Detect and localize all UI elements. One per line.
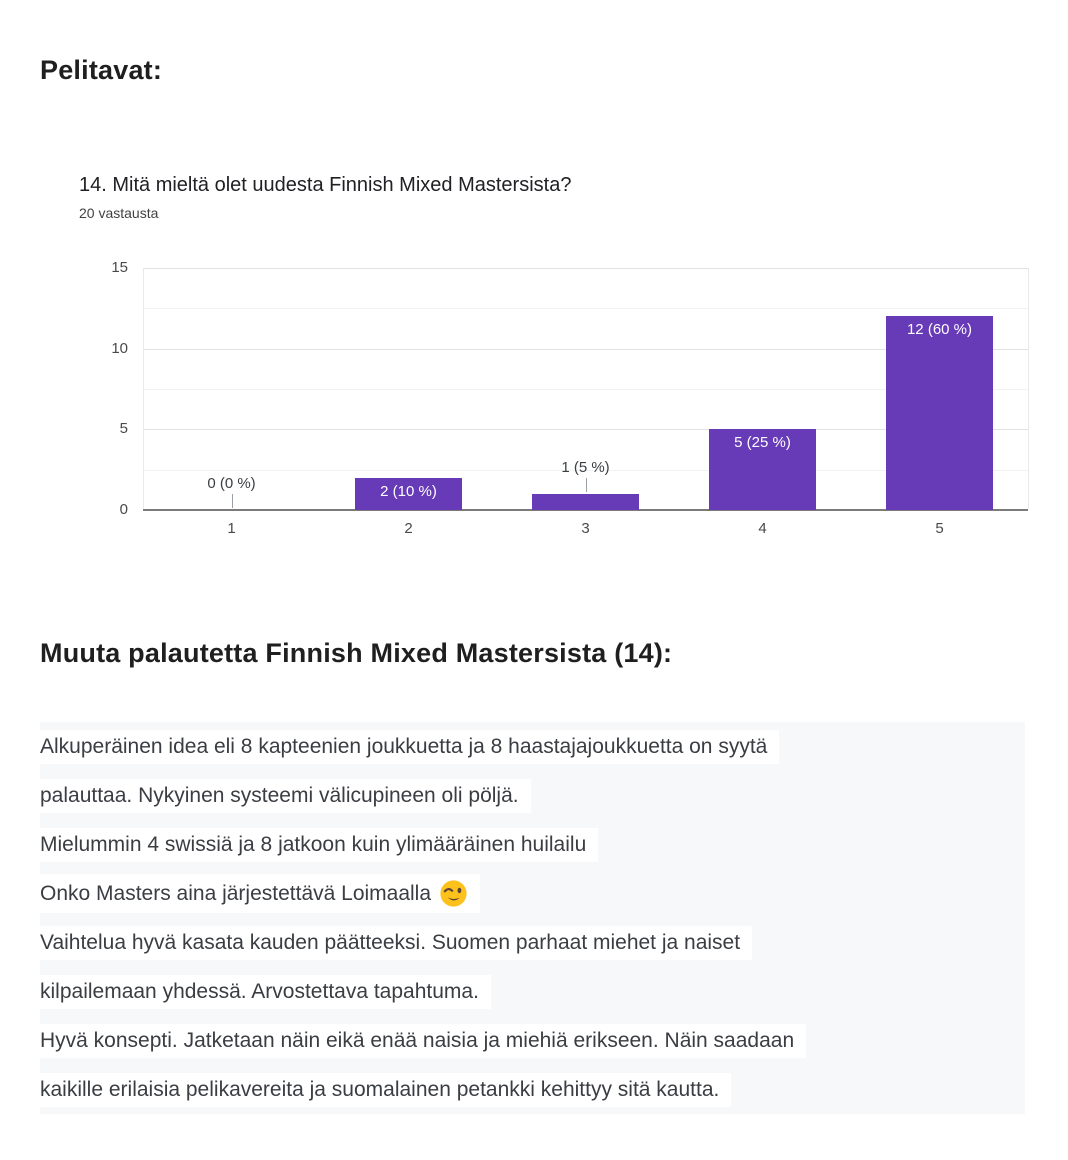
response-text: Alkuperäinen idea eli 8 kapteenien joukkuetta ja 8 haastajajoukkuetta on syytä <box>40 734 768 758</box>
x-axis-tick-label: 4 <box>758 520 767 537</box>
bar-value-label-1: 0 (0 %) <box>207 475 256 492</box>
bar-value-label-5: 12 (60 %) <box>906 321 973 339</box>
y-axis-tick-label: 0 <box>119 501 128 518</box>
list-item <box>40 1016 1025 1065</box>
bar-value-label-3: 1 (5 %) <box>561 458 610 476</box>
response-text: Vaihtelua hyvä kasata kauden päätteeksi. Suomen parhaat miehet ja naiset <box>40 930 741 954</box>
gridline <box>143 308 1028 309</box>
list-item <box>40 722 1025 771</box>
y-axis-tick-label: 5 <box>119 420 128 438</box>
list-item <box>40 967 1025 1016</box>
list-item <box>40 918 1025 967</box>
section-heading-pelitavat: Pelitavat: <box>40 55 163 85</box>
response-text: Hyvä konsepti. Jatketaan näin eikä enää naisia ja miehiä erikseen. Näin saadaan <box>40 1028 795 1052</box>
response-text: palauttaa. Nykyinen systeemi välicupineen oli pöljä. <box>40 783 519 807</box>
response-text: kaikille erilaisia pelikavereita ja suomalainen petankki kehittyy sitä kautta. <box>40 1077 720 1101</box>
bar-category-5 <box>886 316 993 510</box>
x-axis-tick-label: 5 <box>935 520 944 537</box>
label-stem <box>586 478 587 492</box>
label-stem <box>232 494 233 508</box>
bar-category-3 <box>532 494 639 510</box>
x-axis-tick-label: 1 <box>227 520 236 537</box>
list-item <box>40 869 1025 918</box>
list-item <box>40 820 1025 869</box>
list-item <box>40 1065 1025 1114</box>
winking-face-emoji-icon <box>439 879 468 908</box>
section-heading-palaute: Muuta palautetta Finnish Mixed Mastersista (14): <box>40 638 673 668</box>
x-axis-tick-label: 3 <box>581 520 590 537</box>
y-axis-tick-label: 15 <box>111 259 128 276</box>
bar-value-label-4: 5 (25 %) <box>734 434 791 452</box>
response-text: Mielummin 4 swissiä ja 8 jatkoon kuin ylimääräinen huilailu <box>40 832 587 856</box>
question-title: 14. Mitä mieltä olet uudesta Finnish Mixed Mastersista? <box>79 174 572 196</box>
gridline <box>143 268 1028 269</box>
bar-value-label-2: 2 (10 %) <box>380 482 437 500</box>
y-axis-tick-label: 10 <box>111 339 128 357</box>
response-text: Onko Masters aina järjestettävä Loimaalla <box>40 881 432 905</box>
plot-border <box>143 268 144 510</box>
response-text: kilpailemaan yhdessä. Arvostettava tapahtuma. <box>40 979 479 1003</box>
plot-border <box>1028 268 1029 510</box>
x-axis-tick-label: 2 <box>404 520 413 537</box>
text-responses-list <box>40 722 1025 1114</box>
list-item <box>40 771 1025 820</box>
response-count: 20 vastausta <box>79 205 159 221</box>
